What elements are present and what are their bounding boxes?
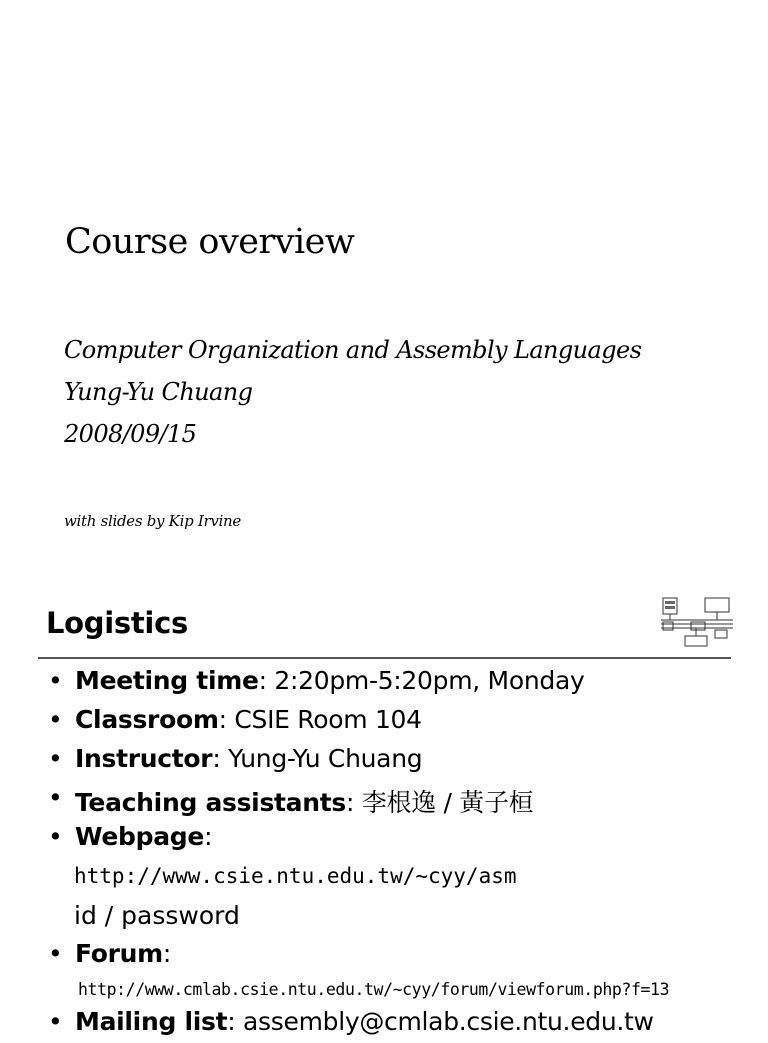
slide-title: Course overview (65, 222, 355, 262)
bullet-marker: • (48, 783, 63, 812)
webpage-url-link[interactable]: http://www.csie.ntu.edu.tw/~cyy/asm (74, 864, 517, 888)
slide-credit: with slides by Kip Irvine (64, 512, 241, 530)
forum-url-link[interactable]: http://www.cmlab.csie.ntu.edu.tw/~cyy/forum/viewforum.php?f=13 (78, 980, 670, 999)
item-label: Webpage (75, 822, 205, 851)
system-diagram-thumbnail (661, 596, 733, 648)
logistics-slide: Logistics • Meeting time: 2:20pm-5:20pm, Monday • Classroom: CSIE Room 104 • Instructor: Yung-Yu Chuang • Teaching assistants: 李根逸 / 黃子桓 • Webpage: http://www.csie.ntu.edu.tw/~cyy/asm id / password • Forum: http://www.cmlab.csie.ntu.edu.tw/~cyy/forum/viewforum.php?f=13 • Mailing list: assembly@cmlab.csie.ntu.edu.tw (0, 580, 768, 1024)
item-label: Instructor (75, 744, 213, 773)
item-value: CSIE Room 104 (234, 705, 422, 734)
slide-heading: Logistics (46, 606, 188, 640)
item-label: Forum (75, 939, 163, 968)
bullet-marker: • (48, 744, 63, 773)
heading-divider (38, 657, 731, 659)
bullet-marker: • (48, 1007, 63, 1036)
bullet-marker: • (48, 666, 63, 695)
item-label: Meeting time (75, 666, 259, 695)
bullet-marker: • (48, 822, 63, 851)
bullet-marker: • (48, 939, 63, 968)
author-name: Yung-Yu Chuang (64, 378, 253, 406)
item-label: Classroom (75, 705, 219, 734)
bullet-marker: • (48, 705, 63, 734)
mailing-list-address[interactable]: assembly@cmlab.csie.ntu.edu.tw (243, 1007, 654, 1036)
course-name: Computer Organization and Assembly Languages (64, 336, 642, 364)
item-label: Mailing list (75, 1007, 228, 1036)
item-value: Yung-Yu Chuang (228, 744, 423, 773)
webpage-login-text: id / password (74, 901, 240, 930)
item-value: 李根逸 / 黃子桓 (361, 788, 534, 817)
item-label: Teaching assistants (75, 788, 346, 817)
item-value: 2:20pm-5:20pm, Monday (274, 666, 585, 695)
slide-date: 2008/09/15 (64, 420, 197, 448)
